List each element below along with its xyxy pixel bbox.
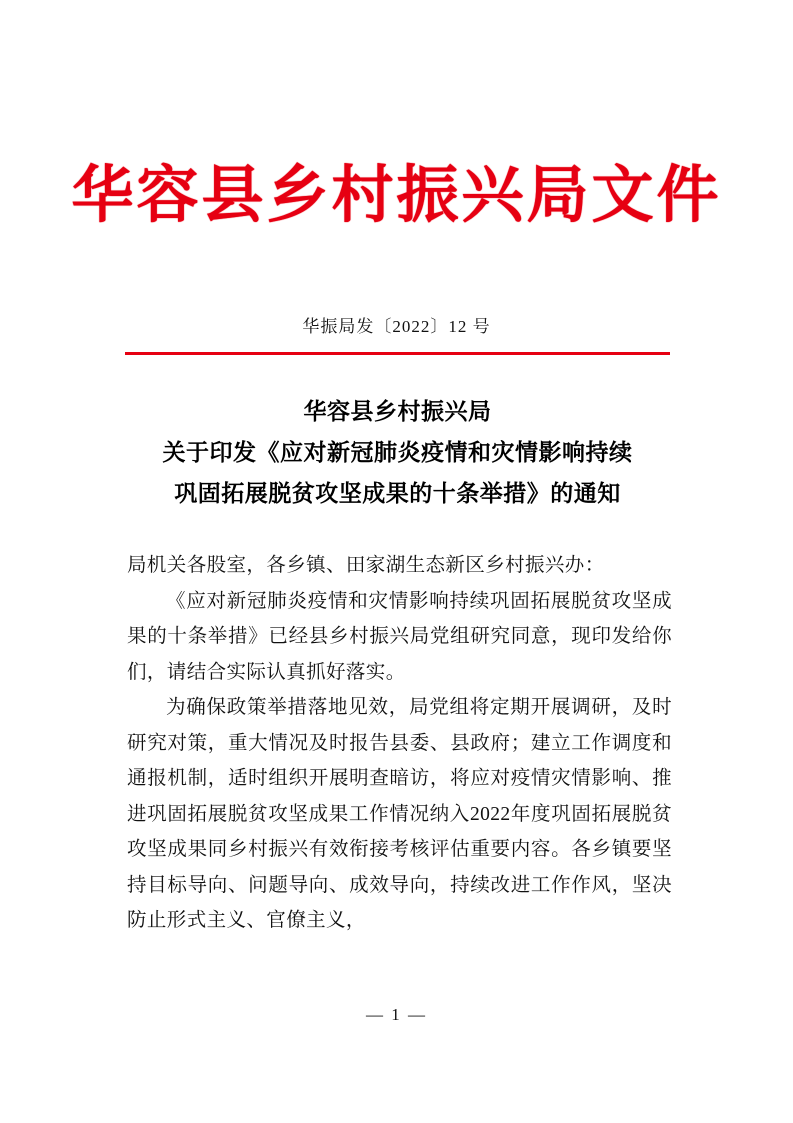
document-number: 华振局发〔2022〕12 号 <box>302 317 491 336</box>
addressee-line: 局机关各股室，各乡镇、田家湖生态新区乡村振兴办： <box>127 555 605 576</box>
body-paragraph-2: 为确保政策举措落地见效，局党组将定期开展调研，及时研究对策，重大情况及时报告县委、县政府；建立工作调度和通报机制，适时组织开展明查暗访，将应对疫情灾情影响、推进巩固拓展脱贫攻坚成果工作情况纳入2022年度巩固拓展脱贫攻坚成果同乡村振兴有效衔接考核评估重要内容。各乡镇要坚持目标导向、问题导向、成效导向，持续改进工作作风，坚决防止形式主义、官僚主义， <box>127 697 672 931</box>
title-line-1: 华容县乡村振兴局 <box>303 398 492 425</box>
body-paragraph-1: 《应对新冠肺炎疫情和灾情影响持续巩固拓展脱贫攻坚成果的十条举措》已经县乡村振兴局党组研究同意，现印发给你们，请结合实际认真抓好落实。 <box>127 590 672 683</box>
title-line-2: 关于印发《应对新冠肺炎疫情和灾情影响持续 <box>162 438 633 466</box>
masthead-title: 华容县乡村振兴局文件 <box>71 158 722 231</box>
document-title <box>125 392 670 515</box>
title-line-3: 巩固拓展脱贫攻坚成果的十条举措》的通知 <box>174 479 621 507</box>
masthead <box>0 160 793 229</box>
page-number: — 1 — <box>366 1005 427 1024</box>
document-body <box>127 548 672 939</box>
red-divider-rule <box>125 352 670 355</box>
